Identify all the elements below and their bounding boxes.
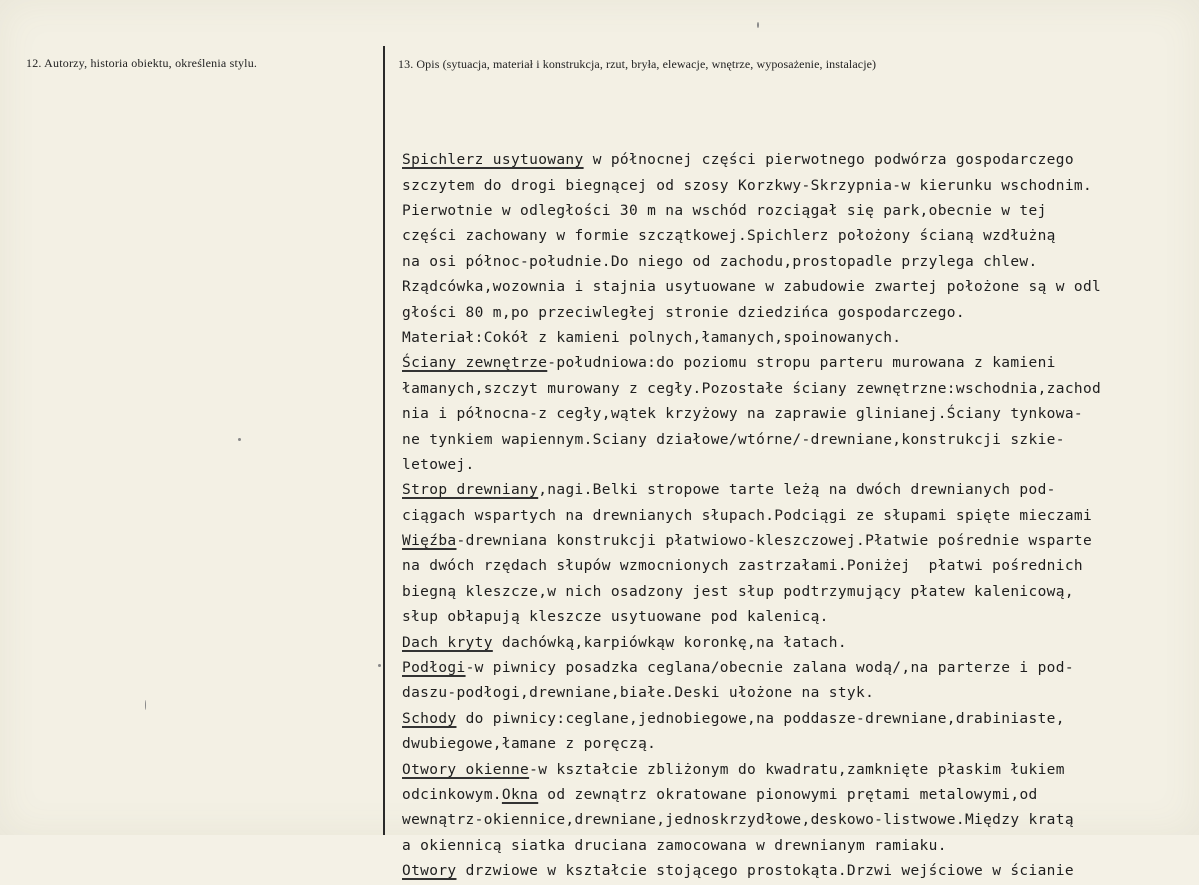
- line-text: wewnątrz-okiennice,drewniane,jednoskrzydłowe,deskowo-listwowe.Między kratą: [402, 812, 1074, 829]
- text-line: [402, 656, 1192, 681]
- line-text: szczytem do drogi biegnącej od szosy Korzkwy-Skrzypnia-w kierunku wschodnim.: [402, 177, 1093, 194]
- line-text: na osi północ-południe.Do niego od zachodu,prostopadle przylega chlew.: [402, 253, 1038, 270]
- underlined-term: Strop drewniany: [402, 482, 539, 499]
- line-text: na dwóch rzędach słupów wzmocnionych zastrzałami.Poniżej płatwi pośrednich: [402, 558, 1083, 575]
- line-text: letowej.: [402, 456, 475, 473]
- text-line: [402, 605, 1192, 630]
- text-line: [402, 275, 1192, 300]
- left-column: [0, 0, 383, 835]
- text-line: [402, 631, 1192, 656]
- underlined-term: Dach kryty: [402, 634, 493, 651]
- text-line: [402, 808, 1192, 833]
- text-line: [402, 554, 1192, 579]
- line-text: biegną kleszcze,w nich osadzony jest słup podtrzymujący płatew kalenicową,: [402, 583, 1074, 600]
- line-text: głości 80 m,po przeciwległej stronie dziedzińca gospodarczego.: [402, 304, 965, 321]
- text-line: [402, 453, 1192, 478]
- text-line: [402, 732, 1192, 757]
- line-text: -w kształcie zbliżonym do kwadratu,zamknięte płaskim łukiem: [529, 761, 1065, 778]
- line-text: nia i północna-z cegły,wątek krzyżowy na zaprawie glinianej.Ściany tynkowa-: [402, 406, 1083, 423]
- section-12-heading: 12. Autorzy, historia obiektu, określenia stylu.: [26, 56, 258, 70]
- text-line: [402, 478, 1192, 503]
- text-line: [402, 301, 1192, 326]
- line-text: Pierwotnie w odległości 30 m na wschód rozciągał się park,obecnie w tej: [402, 203, 1047, 219]
- text-line: [402, 529, 1192, 554]
- line-text: -drewniana konstrukcji płatwiowo-kleszczowej.Płatwie pośrednie wsparte: [456, 533, 1093, 550]
- line-text: dwubiegowe,łamane z poręczą.: [402, 736, 657, 753]
- underlined-term: Otwory: [402, 863, 457, 880]
- underlined-term: Więźba: [402, 533, 457, 550]
- line-text: słup obłapują kleszcze usytuowane pod kalenicą.: [402, 609, 829, 626]
- text-line: [402, 174, 1192, 199]
- text-line: [402, 681, 1192, 706]
- line-text: w północnej części pierwotnego podwórza gospodarczego: [583, 152, 1074, 169]
- section-13-heading: 13. Opis (sytuacja, materiał i konstrukcja, rzut, bryła, elewacje, wnętrze, wyposażenie, instalacje): [398, 57, 877, 71]
- line-text: łamanych,szczyt murowany z cegły.Pozostałe ściany zewnętrzne:wschodnia,zachod: [402, 380, 1102, 397]
- line-text: a okiennicą siatka druciana zamocowana w drewnianym ramiaku.: [402, 837, 947, 854]
- text-line: [402, 326, 1192, 351]
- text-line: [402, 199, 1192, 224]
- line-text: odcinkowym.: [402, 786, 502, 803]
- underlined-term: Spichlerz usytuowany: [402, 152, 584, 169]
- line-text: ,nagi.Belki stropowe tarte leżą na dwóch drewnianych pod-: [538, 482, 1056, 499]
- text-line: [402, 377, 1192, 402]
- underlined-term: Ściany zewnętrze: [402, 355, 548, 372]
- line-text: daszu-podłogi,drewniane,białe.Deski ułożone na styk.: [402, 685, 875, 702]
- text-line: [402, 758, 1192, 783]
- text-line: [402, 402, 1192, 427]
- text-line: [402, 580, 1192, 605]
- line-text: ne tynkiem wapiennym.Sciany działowe/wtórne/-drewniane,konstrukcji szkie-: [402, 431, 1065, 448]
- paper-speck: [757, 22, 759, 28]
- paper-speck: [145, 700, 146, 710]
- description-text: [402, 72, 1192, 885]
- line-text: do piwnicy:ceglane,jednobiegowe,na poddasze-drewniane,drabiniaste,: [456, 710, 1065, 727]
- paper-speck: [238, 438, 241, 441]
- underlined-term: Podłogi: [402, 660, 466, 677]
- text-line: [402, 859, 1192, 884]
- text-line: [402, 707, 1192, 732]
- line-text: od zewnątrz okratowane pionowymi prętami metalowymi,od: [538, 786, 1038, 803]
- line-text: drzwiowe w kształcie stojącego prostokąta.Drzwi wejściowe w ścianie: [456, 863, 1074, 880]
- text-line: [402, 783, 1192, 808]
- text-line: [402, 351, 1192, 376]
- underlined-term: Schody: [402, 710, 457, 727]
- text-line: [402, 428, 1192, 453]
- text-line: [402, 834, 1192, 859]
- line-text: Rządcówka,wozownia i stajnia usytuowane w zabudowie zwartej położone są w odl: [402, 279, 1102, 296]
- line-text: dachówką,karpiówkąw koronkę,na łatach.: [492, 634, 847, 651]
- text-line: [402, 250, 1192, 275]
- paper-speck: [378, 664, 381, 667]
- line-text: Materiał:Cokół z kamieni polnych,łamanych,spoinowanych.: [402, 329, 902, 346]
- line-text: -w piwnicy posadzka ceglana/obecnie zalana wodą/,na parterze i pod-: [465, 660, 1074, 677]
- underlined-term: Okna: [501, 786, 539, 803]
- underlined-term: Otwory okienne: [402, 761, 530, 778]
- line-text: -południowa:do poziomu stropu parteru murowana z kamieni: [547, 355, 1056, 372]
- line-text: ciągach wspartych na drewnianych słupach.Podciągi ze słupami spięte mieczami: [402, 507, 1093, 524]
- text-line: [402, 224, 1192, 249]
- text-line: [402, 148, 1192, 173]
- text-line: [402, 504, 1192, 529]
- line-text: części zachowany w formie szczątkowej.Spichlerz położony ścianą wzdłużną: [402, 228, 1056, 245]
- column-divider: [383, 46, 385, 835]
